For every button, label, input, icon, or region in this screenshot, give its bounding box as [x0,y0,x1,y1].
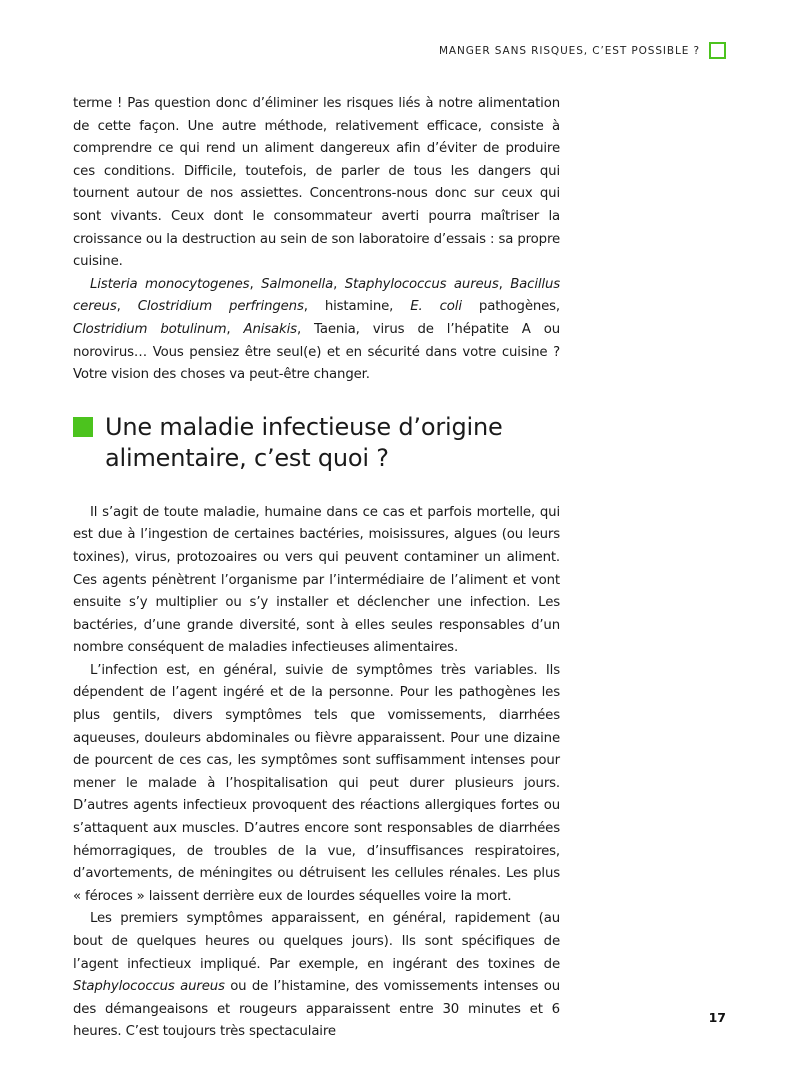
intro-paragraph-1: terme ! Pas question donc d’éliminer les risques liés à notre alimentation de cette façon. Une autre méthode, relativement efficace, consiste à comprendre ce qui rend un aliment dangereux afin d’éviter de produire ces conditions. Difficile, toutefois, de parler de tous les dangers qui tournent autour de nos assiettes. Concentrons-nous donc sur ceux qui sont vivants. Ceux dont le consommateur averti pourra maîtriser la croissance ou la destruction au sein de son laboratoire d’essais : sa propre cuisine. [73,96,560,270]
species-name: Staphylococcus aureus [344,276,499,292]
header-square-outline-icon [709,42,726,59]
text-run: , [116,299,138,315]
text-run: , [498,276,511,292]
text-run: , Taenia, virus de l’hépatite A ou norovirus… Vous pensiez être seul(e) et en sécurité dans votre cuisine ? Votre vision des choses va peut-être changer. [73,321,561,383]
section-heading-text: Une maladie infectieuse d’origine alimentaire, c’est quoi ? [105,412,503,473]
text-run: Les premiers symptômes apparaissent, en général, rapidement (au bout de quelques heures ou quelques jours). Ils sont spécifiques de l’agent infectieux impliqué. Par exemple, en ingérant des toxines de [73,911,560,972]
species-name: Salmonella [261,276,334,292]
species-name: Bacillus cereus [73,276,561,315]
page-body [73,93,560,1044]
text-run: ou de l’histamine, des vomissements intenses ou des démangeaisons et rougeurs apparaissent entre 30 minutes et 6 heures. C’est toujours très spectaculaire [73,979,560,1040]
text-run: , [333,276,345,292]
text-run: , [226,321,244,337]
section-paragraph-1: Il s’agit de toute maladie, humaine dans ce cas et parfois mortelle, qui est due à l’ingestion de certaines bactéries, moisissures, algues (ou leurs toxines), virus, protozoaires ou vers qui peuvent contaminer un aliment. Ces agents pénètrent l’organisme par l’intermédiaire de l’aliment et vont ensuite s’y multiplier ou s’y installer et déclencher une infection. Les bactéries, d’une grande diversité, sont à elles seules responsables d’un nombre conséquent de maladies infectieuses alimentaires. [73,504,560,656]
running-header [439,42,726,59]
section-paragraph-3 [73,908,560,1044]
section-paragraph-2: L’infection est, en général, suivie de symptômes très variables. Ils dépendent de l’agent ingéré et de la personne. Pour les pathogènes les plus gentils, divers symptômes tels que vomissements, diarrhées aqueuses, douleurs abdominales ou fièvre apparaissent. Pour une dizaine de pourcent de ces cas, les symptômes sont suffisamment intenses pour mener le malade à l’hospitalisation qui peut durer plusieurs jours. D’autres agents infectieux provoquent des réactions allergiques fortes ou s’attaquent aux muscles. D’autres encore sont responsables de diarrhées hémorragiques, de troubles de la vue, d’insuffisances respiratoires, d’avortements, de méningites ou détruisent les cellules rénales. Les plus « féroces » laissent derrière eux de lourdes séquelles voire la mort. [73,662,560,904]
running-title: MANGER SANS RISQUES, C’EST POSSIBLE ? [438,44,700,57]
section-heading [73,412,560,475]
intro-paragraph-2 [73,274,560,387]
species-name: Clostridium botulinum [73,321,227,337]
species-name: Clostridium perfringens [137,299,304,315]
species-name: Listeria monocytogenes [90,276,250,292]
species-name: Anisakis [243,321,297,337]
species-name: E. coli [410,299,462,315]
page-number: 17 [708,1010,726,1025]
text-run: pathogènes, [461,299,561,315]
text-run: , [249,276,262,292]
heading-square-icon [73,417,93,437]
species-name: Staphylococcus aureus [73,979,225,995]
text-run: , histamine, [303,299,411,315]
